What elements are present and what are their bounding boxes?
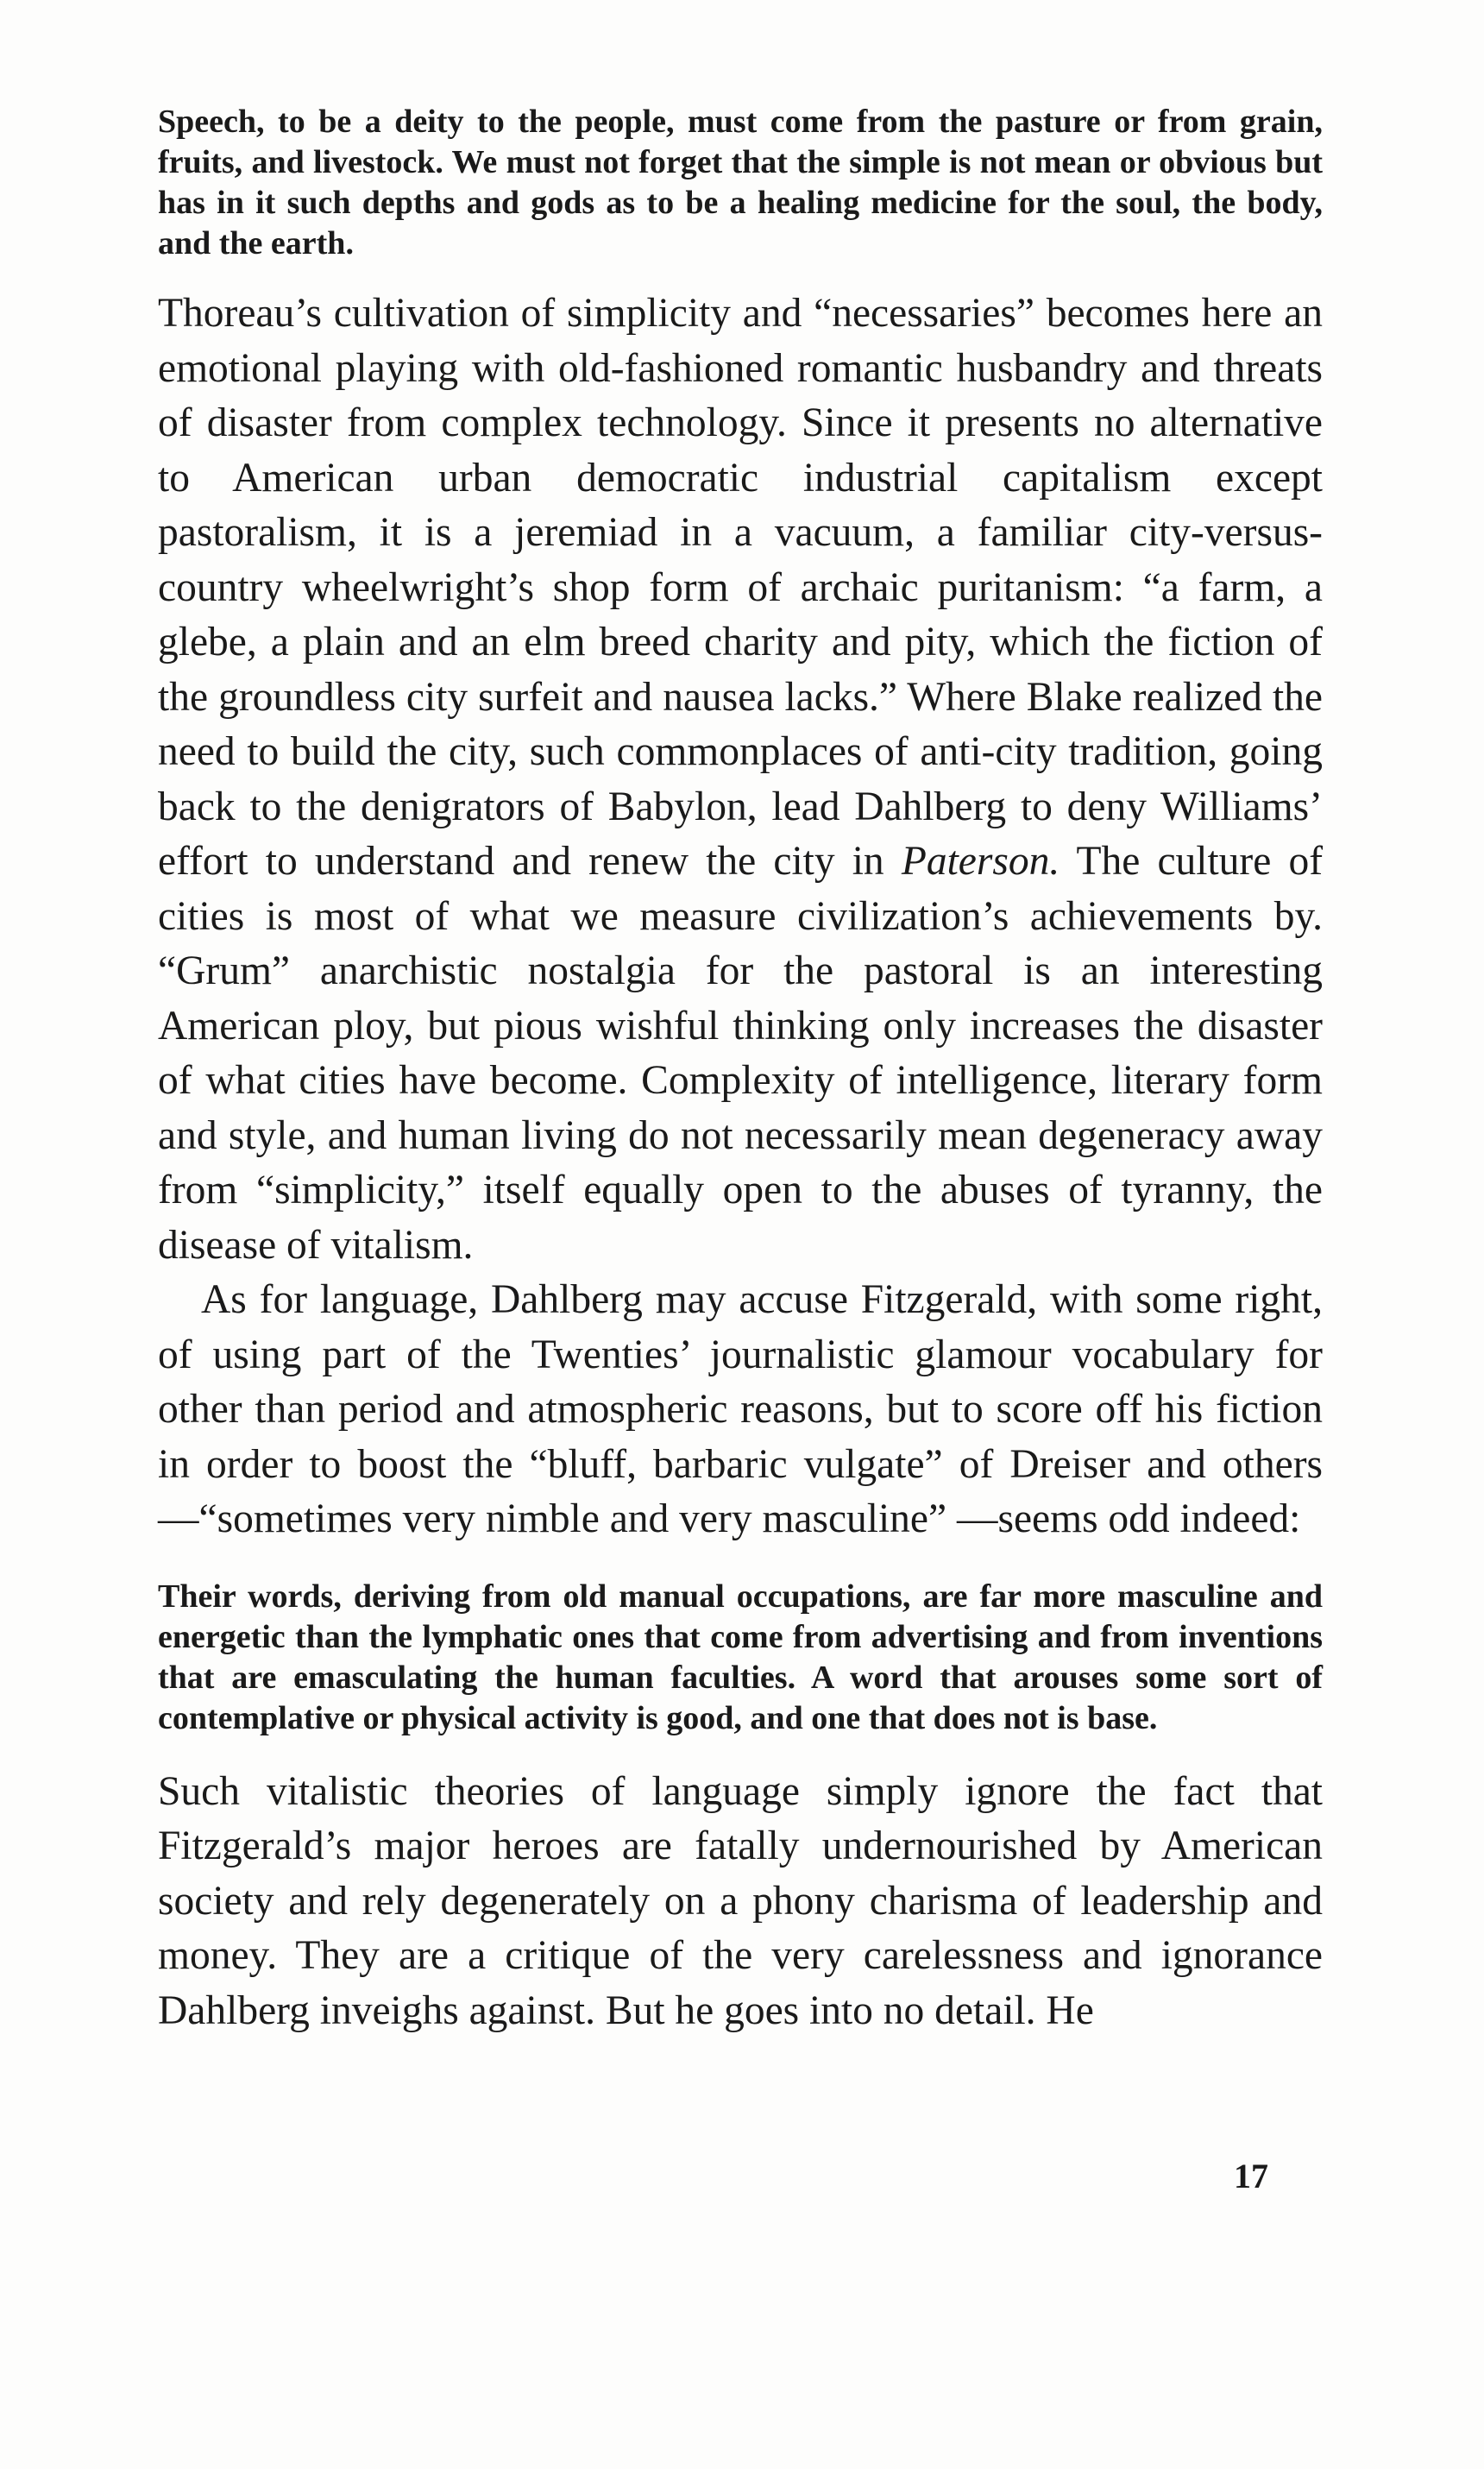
block-quote-speech: Speech, to be a deity to the people, must come from the pasture or from grain, fruits, and livestock. We must not forget that the simple is not mean or obvious but has in it such depths and gods as to be a healing medicine for the soul, the body, and the earth. bbox=[158, 104, 1323, 261]
paragraph-thoreau bbox=[158, 287, 1323, 1273]
page-number: 17 bbox=[1234, 2157, 1268, 2195]
paragraph-language: As for language, Dahlberg may accuse Fitzgerald, with some right, of using part of the Twenties’ journalistic glamour vocabulary for other than period and atmospheric reasons, but to score off his fiction in order to boost the “bluff, barbaric vulgate” of Dreiser and others—“sometimes very nimble and very masculine” —seems odd indeed: bbox=[158, 1277, 1323, 1541]
paragraph-vitalistic: Such vitalistic theories of language simply ignore the fact that Fitzgerald’s major heroes are fatally undernourished by American society and rely degenerately on a phony charisma of leadership and money. They are a critique of the very carelessness and ignorance Dahlberg inveighs against. But he goes into no detail. He bbox=[158, 1768, 1323, 2033]
paterson-title: Paterson. bbox=[901, 839, 1060, 884]
text-column bbox=[158, 102, 1323, 2038]
paragraph-thoreau-text-start: Thoreau’s cultivation of simplicity and “necessaries” becomes here an emotional playing with old-fashioned romantic husbandry and threats of disaster from complex technology. Since it presents no alternative to American urban democratic industrial capitalism except pastoralism, it is a jeremiad in a vacuum, a familiar city-versus-country wheelwright’s shop form of archaic puritanism: “a farm, a glebe, a plain and an elm breed charity and pity, which the fiction of the groundless city surfeit and nausea lacks.” Where Blake realized the need to build the city, such commonplaces of anti-city tradition, going back to the denigrators of Babylon, lead Dahlberg to deny Williams’ effort to understand and renew the city in bbox=[158, 291, 1323, 884]
block-quote-words: Their words, deriving from old manual occupations, are far more masculine and energetic than the lymphatic ones that come from advertising and from inventions that are emasculating the human faculties. A word that arouses some sort of contemplative or physical activity is good, and one that does not is base. bbox=[158, 1578, 1323, 1736]
paragraph-thoreau-text-end: The culture of cities is most of what we measure civilization’s achievements by. “Grum” anarchistic nostalgia for the pastoral is an interesting American ploy, but pious wishful thinking only increases the disaster of what cities have become. Complexity of intelligence, literary form and style, and human living do not necessarily mean degeneracy away from “simplicity,” itself equally open to the abuses of tyranny, the disease of vitalism. bbox=[158, 839, 1324, 1268]
